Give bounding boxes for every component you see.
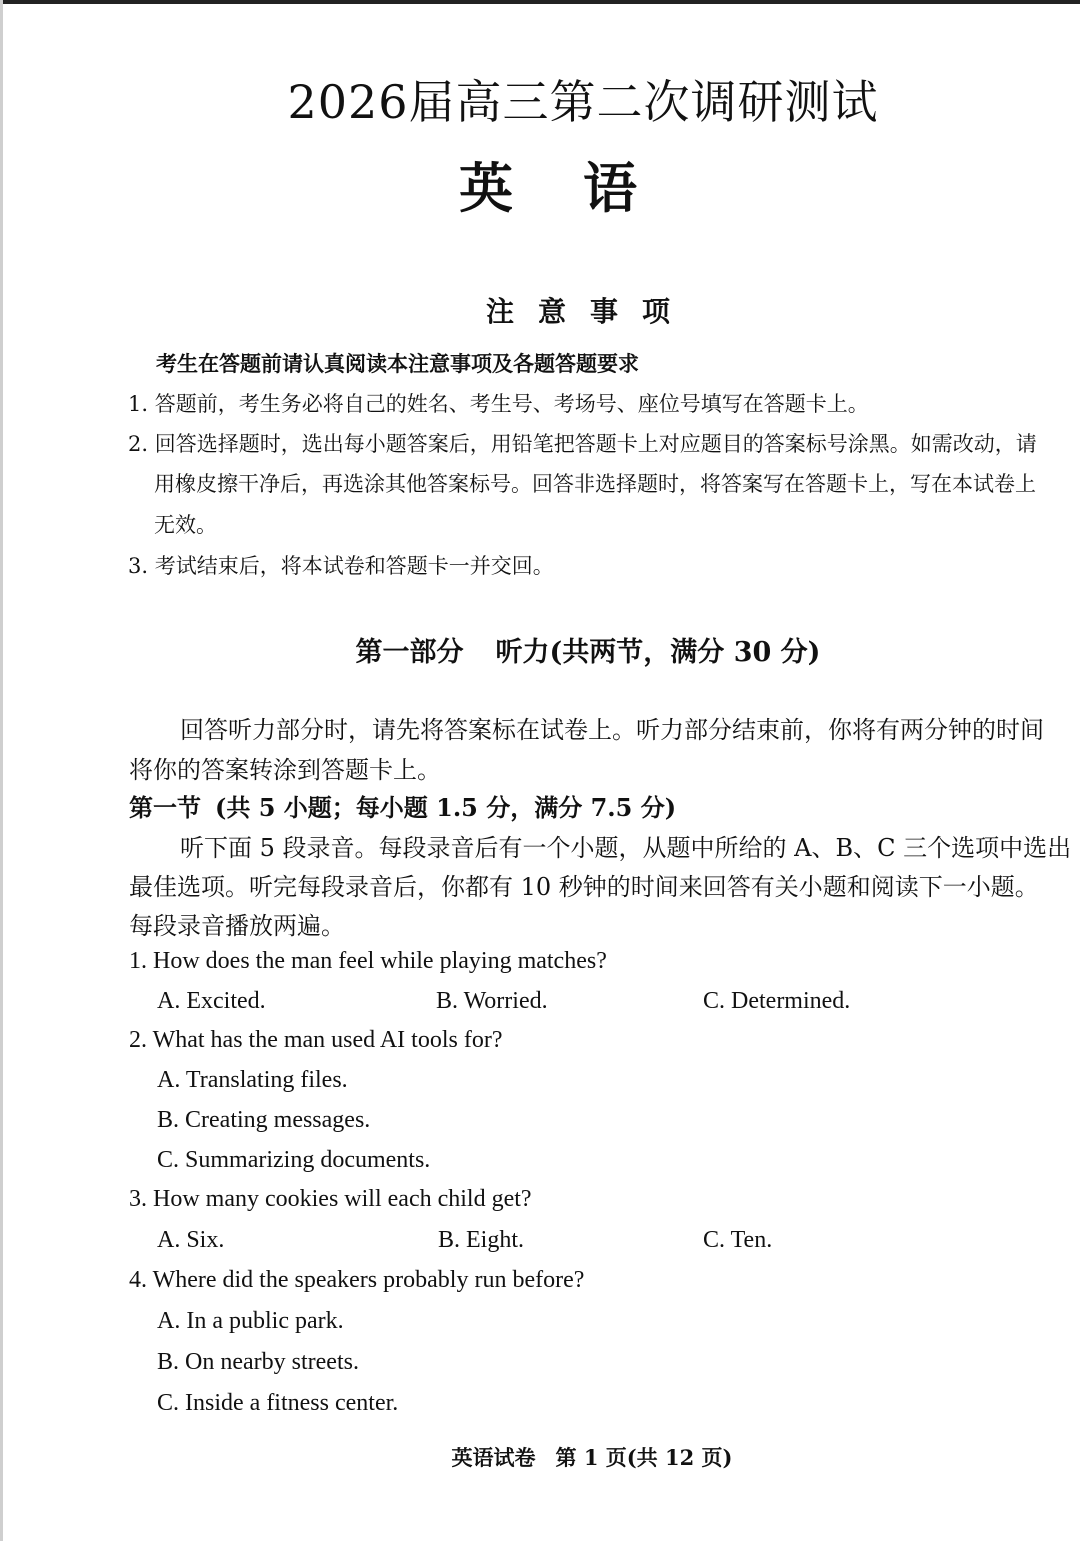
- question-4-option-c: C. Inside a fitness center.: [157, 1390, 399, 1416]
- part1-title: 听力(共两节，满分 30 分): [495, 637, 821, 668]
- question-3-option-b: B. Eight.: [438, 1227, 525, 1253]
- notice-item-2-line-2: 用橡皮擦干净后，再选涂其他答案标号。回答非选择题时，将答案写在答题卡上，写在本试卷上: [154, 472, 1036, 496]
- question-4-option-a: A. In a public park.: [157, 1308, 344, 1334]
- question-3-stem: 3. How many cookies will each child get?: [129, 1186, 532, 1212]
- question-3-option-c: C. Ten.: [703, 1227, 773, 1253]
- question-1-option-a: A. Excited.: [157, 988, 266, 1014]
- section1-heading: [129, 788, 676, 823]
- page-left-edge: [0, 0, 3, 1541]
- section1-label: 第一节: [129, 793, 201, 822]
- question-2-option-c: C. Summarizing documents.: [157, 1147, 431, 1173]
- part1-instruction-line-2: 将你的答案转涂到答题卡上。: [129, 756, 441, 784]
- page-top-border: [0, 0, 1080, 4]
- question-1-option-c: C. Determined.: [703, 988, 851, 1014]
- part1-label: 第一部分: [355, 637, 464, 668]
- notice-heading: 注意事项: [485, 295, 694, 328]
- question-2-stem: 2. What has the man used AI tools for?: [129, 1027, 503, 1053]
- notice-intro: 考生在答题前请认真阅读本注意事项及各题答题要求: [156, 351, 639, 376]
- exam-title: 2026届高三第二次调研测试: [287, 75, 879, 129]
- notice-item-2-line-1: 2. 回答选择题时，选出每小题答案后，用铅笔把答题卡上对应题目的答案标号涂黑。如需改动，请: [128, 432, 1037, 456]
- page-footer: [0, 1442, 1080, 1472]
- question-4-option-b: B. On nearby streets.: [157, 1349, 359, 1375]
- footer-page-number: 第 1 页(共 12 页): [555, 1445, 733, 1470]
- question-1-stem: 1. How does the man feel while playing matches?: [129, 948, 607, 974]
- notice-item-2-line-3: 无效。: [154, 513, 217, 537]
- question-3-option-a: A. Six.: [157, 1227, 225, 1253]
- part1-instruction-line-1: 回答听力部分时，请先将答案标在试卷上。听力部分结束前，你将有两分钟的时间: [180, 716, 1044, 744]
- section1-instruction-line-1: 听下面 5 段录音。每段录音后有一个小题，从题中所给的 A、B、C 三个选项中选出: [180, 834, 1072, 862]
- question-2-option-b: B. Creating messages.: [157, 1107, 371, 1133]
- exam-subject: 英语: [459, 156, 707, 220]
- question-2-option-a: A. Translating files.: [157, 1067, 348, 1093]
- question-4-stem: 4. Where did the speakers probably run before?: [129, 1267, 585, 1293]
- part1-heading: [0, 630, 1080, 669]
- notice-item-3: 3. 考试结束后，将本试卷和答题卡一并交回。: [128, 554, 554, 578]
- notice-item-1: 1. 答题前，考生务必将自己的姓名、考生号、考场号、座位号填写在答题卡上。: [128, 392, 869, 416]
- section1-instruction-line-3: 每段录音播放两遍。: [129, 912, 345, 940]
- section1-info: (共 5 小题；每小题 1.5 分，满分 7.5 分): [215, 793, 677, 822]
- question-1-option-b: B. Worried.: [436, 988, 548, 1014]
- footer-subject: 英语试卷: [451, 1445, 536, 1470]
- section1-instruction-line-2: 最佳选项。听完每段录音后，你都有 10 秒钟的时间来回答有关小题和阅读下一小题。: [129, 873, 1039, 901]
